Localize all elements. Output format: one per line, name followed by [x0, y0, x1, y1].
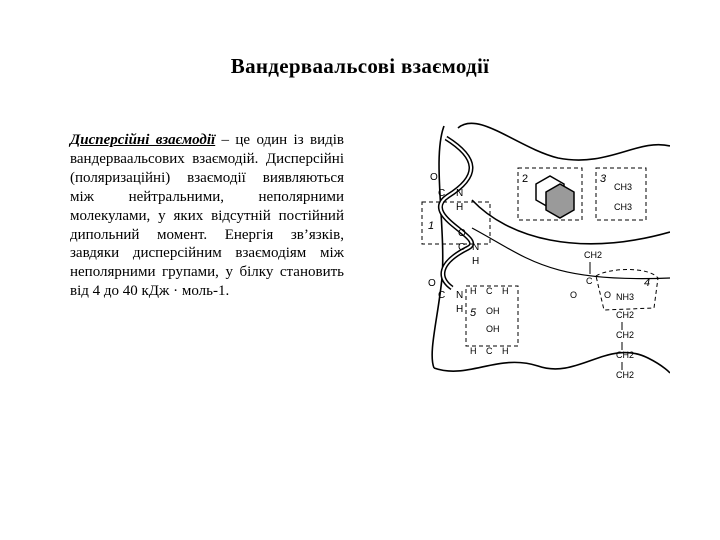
sugar-atom-label: H	[470, 286, 477, 296]
atom-label: C	[438, 188, 446, 199]
methyl-label: CH3	[614, 202, 633, 212]
sugar-atom-label: OH	[486, 324, 500, 334]
definition-paragraph	[70, 131, 344, 301]
region-label-2: 2	[522, 173, 529, 185]
side-chain-label: CH2	[616, 310, 635, 320]
atom-label: H	[456, 304, 464, 315]
atom-label: H	[456, 202, 464, 213]
sugar-atom-label: H	[502, 346, 509, 356]
protein-outline	[432, 126, 444, 368]
protein-outline	[458, 123, 670, 160]
methyl-label: CH3	[614, 182, 633, 192]
sugar-atom-label: C	[486, 346, 493, 356]
atom-label: N	[456, 290, 464, 301]
benzene-ring	[546, 184, 574, 218]
region-label-3: 3	[600, 173, 607, 185]
chain-label: NH3	[616, 292, 635, 302]
protein-outline	[472, 228, 670, 279]
sugar-atom-label: H	[470, 346, 477, 356]
chain-label: C	[586, 276, 593, 286]
page-title: Вандерваальсові взаємодії	[230, 54, 490, 78]
chain-label: O	[604, 290, 612, 300]
paragraph-body: – це один із видів вандерваальсових взаємодій. Дисперсійні (поляризаційні) взаємодії виявляються між нейтральними, неполярними молекулами, у яких відсутній постійний дипольний момент. Енергія зв’язків, завдяки дисперсійним взаємодіям між неполярними групами, у білку становить від 4 до 40 кДж · моль-1.	[70, 132, 344, 300]
protein-interaction-diagram	[408, 118, 670, 400]
chain-label: CH2	[584, 250, 603, 260]
atom-label: O	[430, 172, 438, 183]
atom-label: O	[428, 278, 436, 289]
atom-label: H	[472, 256, 480, 267]
atom-label: C	[458, 242, 466, 253]
sugar-atom-label: C	[486, 286, 493, 296]
sugar-atom-label: OH	[486, 306, 500, 316]
side-chain-label: CH2	[616, 370, 635, 380]
region-label-5: 5	[470, 307, 477, 319]
sugar-atom-label: H	[502, 286, 509, 296]
atom-label: C	[438, 290, 446, 301]
chain-label: O	[570, 290, 578, 300]
atom-label: O	[458, 228, 466, 239]
region-label-4: 4	[644, 277, 651, 289]
atom-label: N	[456, 188, 464, 199]
side-chain-label: CH2	[616, 330, 635, 340]
atom-label: N	[472, 242, 480, 253]
paragraph-lead-term: Дисперсійні взаємодії	[70, 132, 216, 148]
region-label-1: 1	[428, 220, 435, 232]
side-chain-label: CH2	[616, 350, 635, 360]
